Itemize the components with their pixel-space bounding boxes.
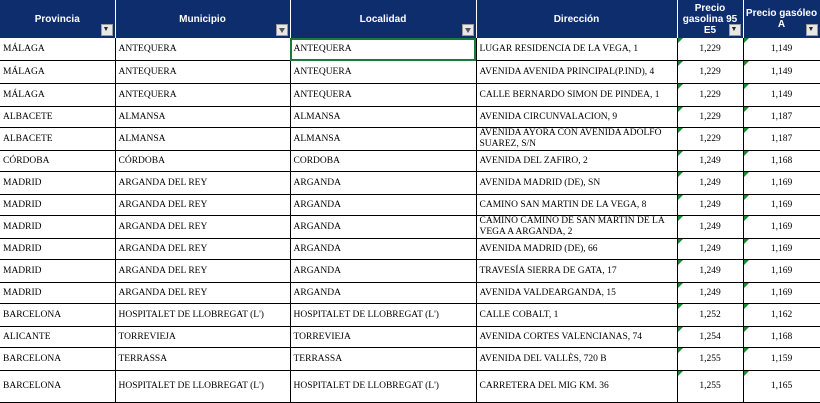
cell-direccion[interactable]: CALLE COBALT, 1 [476, 304, 677, 327]
column-header-label: Municipio [179, 13, 226, 25]
comment-marker-icon [744, 172, 749, 177]
column-header-label: Dirección [553, 13, 600, 25]
column-header-direccion[interactable] [476, 0, 677, 38]
comment-marker-icon [678, 348, 683, 353]
cell-gasoleo[interactable]: 1,168 [743, 327, 820, 348]
header-row [0, 0, 820, 38]
comment-marker-icon [678, 239, 683, 244]
cell-localidad[interactable]: TORREVIEJA [290, 327, 476, 348]
cell-gasolina[interactable]: 1,249 [677, 260, 743, 283]
cell-municipio[interactable]: ANTEQUERA [115, 38, 290, 61]
column-header-gasoleo[interactable] [743, 0, 820, 38]
table-row[interactable] [0, 84, 820, 107]
column-header-provincia[interactable] [0, 0, 115, 38]
column-header-municipio[interactable] [115, 0, 290, 38]
cell-direccion[interactable]: AVENIDA AVENIDA PRINCIPAL(P.IND), 4 [476, 61, 677, 84]
cell-provincia[interactable]: MADRID [0, 260, 115, 283]
comment-marker-icon [678, 216, 683, 221]
cell-gasolina[interactable]: 1,255 [677, 371, 743, 403]
table-row[interactable] [0, 371, 820, 403]
cell-municipio[interactable]: ARGANDA DEL REY [115, 283, 290, 304]
comment-marker-icon [678, 195, 683, 200]
cell-gasoleo[interactable]: 1,168 [743, 151, 820, 172]
cell-municipio[interactable]: ARGANDA DEL REY [115, 195, 290, 216]
cell-gasolina[interactable]: 1,249 [677, 216, 743, 239]
cell-gasolina[interactable]: 1,249 [677, 172, 743, 195]
cell-provincia[interactable]: BARCELONA [0, 371, 115, 403]
cell-gasoleo[interactable]: 1,187 [743, 128, 820, 151]
cell-provincia[interactable]: MADRID [0, 216, 115, 239]
table-row[interactable] [0, 61, 820, 84]
comment-marker-icon [744, 239, 749, 244]
comment-marker-icon [678, 283, 683, 288]
cell-municipio[interactable]: HOSPITALET DE LLOBREGAT (L') [115, 304, 290, 327]
table-row[interactable] [0, 348, 820, 371]
cell-municipio[interactable]: TORREVIEJA [115, 327, 290, 348]
cell-provincia[interactable]: CÓRDOBA [0, 151, 115, 172]
cell-localidad[interactable]: CORDOBA [290, 151, 476, 172]
cell-municipio[interactable]: ALMANSA [115, 128, 290, 151]
cell-gasoleo[interactable]: 1,162 [743, 304, 820, 327]
cell-localidad[interactable]: TERRASSA [290, 348, 476, 371]
comment-marker-icon [744, 107, 749, 112]
comment-marker-icon [678, 260, 683, 265]
filter-active-icon[interactable] [806, 24, 818, 36]
cell-gasoleo[interactable]: 1,159 [743, 348, 820, 371]
cell-direccion[interactable]: CAMINO SAN MARTIN DE LA VEGA, 8 [476, 195, 677, 216]
cell-municipio[interactable]: HOSPITALET DE LLOBREGAT (L') [115, 371, 290, 403]
filter-active-icon[interactable] [729, 24, 741, 36]
table-row[interactable] [0, 327, 820, 348]
cell-localidad[interactable]: ANTEQUERA [290, 38, 476, 61]
cell-provincia[interactable]: MADRID [0, 172, 115, 195]
cell-direccion[interactable]: AVENIDA CIRCUNVALACION, 9 [476, 107, 677, 128]
cell-gasoleo[interactable]: 1,149 [743, 61, 820, 84]
comment-marker-icon [678, 172, 683, 177]
cell-gasoleo[interactable]: 1,165 [743, 371, 820, 403]
comment-marker-icon [678, 128, 683, 133]
cell-direccion[interactable]: CARRETERA DEL MIG KM. 36 [476, 371, 677, 403]
column-header-label: Precio gasóleo A [745, 8, 818, 30]
cell-provincia[interactable]: ALICANTE [0, 327, 115, 348]
comment-marker-icon [744, 195, 749, 200]
cell-gasoleo[interactable]: 1,169 [743, 283, 820, 304]
cell-localidad[interactable]: ARGANDA [290, 239, 476, 260]
cell-localidad[interactable]: ARGANDA [290, 195, 476, 216]
cell-gasolina[interactable]: 1,255 [677, 348, 743, 371]
dropdown-arrow-icon[interactable] [462, 24, 474, 36]
cell-direccion[interactable]: CAMINO CAMINO DE SAN MARTÍN DE LA VEGA A ARGANDA, 2 [476, 216, 677, 239]
comment-marker-icon [744, 84, 749, 89]
comment-marker-icon [678, 327, 683, 332]
cell-provincia[interactable]: BARCELONA [0, 348, 115, 371]
table-row[interactable] [0, 107, 820, 128]
table-row[interactable] [0, 260, 820, 283]
comment-marker-icon [678, 61, 683, 66]
comment-marker-icon [744, 128, 749, 133]
comment-marker-icon [744, 61, 749, 66]
cell-gasoleo[interactable]: 1,169 [743, 172, 820, 195]
table-row[interactable] [0, 128, 820, 151]
cell-gasolina[interactable]: 1,249 [677, 283, 743, 304]
cell-municipio[interactable]: ANTEQUERA [115, 61, 290, 84]
cell-direccion[interactable]: TRAVESÍA SIERRA DE GATA, 17 [476, 260, 677, 283]
cell-localidad[interactable]: ARGANDA [290, 172, 476, 195]
cell-municipio[interactable]: ARGANDA DEL REY [115, 216, 290, 239]
comment-marker-icon [678, 371, 683, 376]
cell-localidad[interactable]: ARGANDA [290, 283, 476, 304]
comment-marker-icon [678, 304, 683, 309]
table-row[interactable] [0, 216, 820, 239]
cell-localidad[interactable]: ANTEQUERA [290, 84, 476, 107]
cell-direccion[interactable]: AVENIDA DEL ZAFIRO, 2 [476, 151, 677, 172]
cell-gasolina[interactable]: 1,249 [677, 239, 743, 260]
cell-gasolina[interactable]: 1,252 [677, 304, 743, 327]
cell-provincia[interactable]: ALBACETE [0, 128, 115, 151]
cell-gasoleo[interactable]: 1,169 [743, 216, 820, 239]
column-header-label: Provincia [34, 13, 80, 25]
cell-localidad[interactable]: ANTEQUERA [290, 61, 476, 84]
table-row[interactable] [0, 151, 820, 172]
cell-municipio[interactable]: ARGANDA DEL REY [115, 239, 290, 260]
cell-municipio[interactable]: ARGANDA DEL REY [115, 172, 290, 195]
cell-gasolina[interactable]: 1,229 [677, 38, 743, 61]
comment-marker-icon [744, 348, 749, 353]
cell-provincia[interactable]: MADRID [0, 239, 115, 260]
cell-localidad[interactable]: HOSPITALET DE LLOBREGAT (L') [290, 371, 476, 403]
cell-localidad[interactable]: HOSPITALET DE LLOBREGAT (L') [290, 304, 476, 327]
cell-direccion[interactable]: AVENIDA CORTES VALENCIANAS, 74 [476, 327, 677, 348]
table-row[interactable] [0, 304, 820, 327]
comment-marker-icon [678, 38, 683, 43]
cell-localidad[interactable]: ARGANDA [290, 216, 476, 239]
cell-localidad[interactable]: ARGANDA [290, 260, 476, 283]
filter-active-icon[interactable] [101, 24, 113, 36]
cell-gasoleo[interactable]: 1,149 [743, 38, 820, 61]
cell-provincia[interactable]: MADRID [0, 283, 115, 304]
comment-marker-icon [744, 260, 749, 265]
cell-direccion[interactable]: CALLE BERNARDO SIMON DE PINDEA, 1 [476, 84, 677, 107]
cell-gasoleo[interactable]: 1,169 [743, 195, 820, 216]
table-row[interactable] [0, 172, 820, 195]
comment-marker-icon [744, 327, 749, 332]
cell-gasoleo[interactable]: 1,169 [743, 260, 820, 283]
cell-gasolina[interactable]: 1,229 [677, 128, 743, 151]
comment-marker-icon [744, 216, 749, 221]
cell-direccion[interactable]: AVENIDA MADRID (DE), SN [476, 172, 677, 195]
comment-marker-icon [744, 304, 749, 309]
comment-marker-icon [744, 283, 749, 288]
column-header-label: Localidad [359, 13, 407, 25]
cell-municipio[interactable]: ALMANSA [115, 107, 290, 128]
cell-municipio[interactable]: TERRASSA [115, 348, 290, 371]
comment-marker-icon [678, 84, 683, 89]
cell-gasolina[interactable]: 1,229 [677, 107, 743, 128]
cell-gasoleo[interactable]: 1,169 [743, 239, 820, 260]
cell-direccion[interactable]: LUGAR RESIDENCIA DE LA VEGA, 1 [476, 38, 677, 61]
cell-gasolina[interactable]: 1,229 [677, 61, 743, 84]
cell-direccion[interactable]: AVENIDA DEL VALLÈS, 720 B [476, 348, 677, 371]
cell-municipio[interactable]: ANTEQUERA [115, 84, 290, 107]
table-row[interactable] [0, 283, 820, 304]
cell-gasoleo[interactable]: 1,187 [743, 107, 820, 128]
dropdown-arrow-icon[interactable] [276, 24, 288, 36]
cell-direccion[interactable]: AVENIDA MADRID (DE), 66 [476, 239, 677, 260]
cell-localidad[interactable]: ALMANSA [290, 107, 476, 128]
comment-marker-icon [678, 107, 683, 112]
column-header-gasolina[interactable] [677, 0, 743, 38]
table-row[interactable] [0, 38, 820, 61]
cell-provincia[interactable]: BARCELONA [0, 304, 115, 327]
cell-provincia[interactable]: MÁLAGA [0, 38, 115, 61]
comment-marker-icon [678, 151, 683, 156]
comment-marker-icon [744, 371, 749, 376]
comment-marker-icon [744, 151, 749, 156]
cell-localidad[interactable]: ALMANSA [290, 128, 476, 151]
cell-direccion[interactable]: AVENIDA AYORA CON AVENIDA ADOLFO SUAREZ, S/N [476, 128, 677, 151]
cell-municipio[interactable]: CÓRDOBA [115, 151, 290, 172]
cell-gasolina[interactable]: 1,249 [677, 151, 743, 172]
cell-gasolina[interactable]: 1,229 [677, 84, 743, 107]
cell-gasoleo[interactable]: 1,149 [743, 84, 820, 107]
cell-direccion[interactable]: AVENIDA VALDEARGANDA, 15 [476, 283, 677, 304]
cell-gasolina[interactable]: 1,254 [677, 327, 743, 348]
cell-provincia[interactable]: ALBACETE [0, 107, 115, 128]
cell-provincia[interactable]: MÁLAGA [0, 84, 115, 107]
cell-provincia[interactable]: MADRID [0, 195, 115, 216]
table-row[interactable] [0, 239, 820, 260]
cell-municipio[interactable]: ARGANDA DEL REY [115, 260, 290, 283]
column-header-localidad[interactable] [290, 0, 476, 38]
cell-provincia[interactable]: MÁLAGA [0, 61, 115, 84]
comment-marker-icon [744, 38, 749, 43]
column-header-label: Precio gasolina 95 E5 [682, 2, 738, 36]
table-row[interactable] [0, 195, 820, 216]
cell-gasolina[interactable]: 1,249 [677, 195, 743, 216]
